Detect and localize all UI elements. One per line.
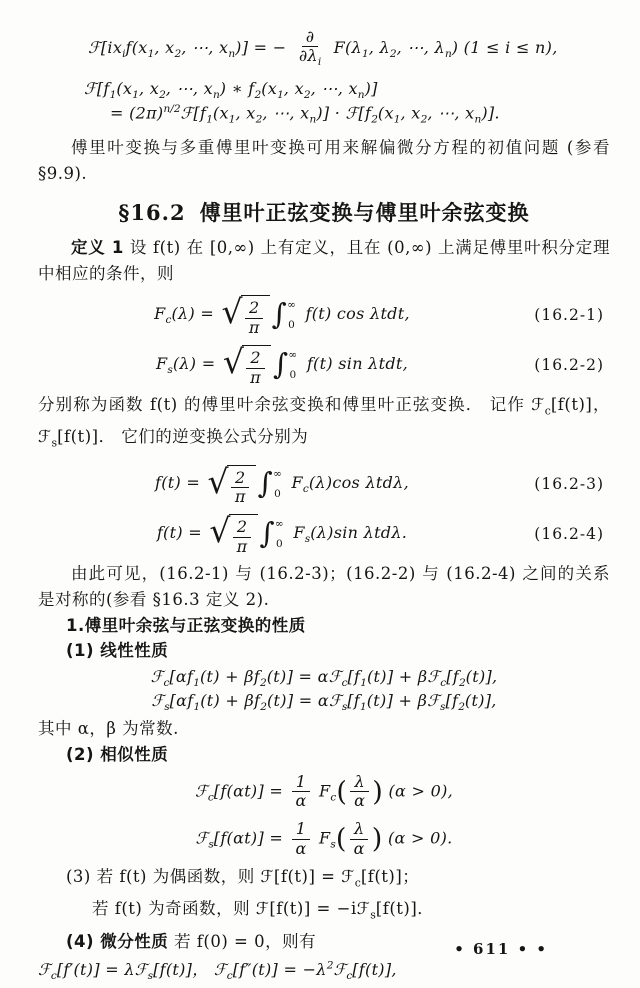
- convolution-formula-line-1: $ℱ[f_1(x_1$, $x_2$, ⋯, $x_n$) ∗ $f_2(x_1$, $x_2$, ⋯, $x_n$)]: [84, 78, 378, 101]
- equation-16-2-3: [38, 462, 610, 507]
- equation-16-2-1: [38, 292, 610, 337]
- definition-label: 定义 1: [71, 238, 124, 258]
- section-heading: [38, 197, 610, 227]
- linearity-label: (1) 线性性质: [66, 641, 169, 661]
- definition-text: 设 f(t) 在 [0,∞) 上有定义，且在 (0,∞) 上满足傅里叶积分定理中相应的条件，则: [38, 238, 610, 284]
- multidim-fourier-derivative-formula: $ℱ[ix_if(x_1$, $x_2$, ⋯, $x_n$)] = − $\frac{\partial}{\partial\lambda_i}$ $F(\lambda_1$, $\lambda_2$, ⋯, $\lambda_n$) (1 ≤ i ≤ n),: [88, 27, 558, 69]
- equation-16-2-4: [38, 511, 610, 556]
- derivative-equation: ℱ$_c$[f′(t)] = λℱ$_s$[f(t)]， ℱ$_c$[f″(t)] = $-\lambda^2ℱ_c[f(t)]$,: [38, 959, 397, 982]
- properties-title: 1.傅里叶余弦与正弦变换的性质: [66, 616, 306, 636]
- naming-paragraph: 分别称为函数 f(t) 的傅里叶余弦变换和傅里叶正弦变换． 记作 ℱ$_c$[f(t)]，ℱ$_s$[f(t)]． 它们的逆变换公式分别为: [38, 394, 610, 450]
- intro-paragraph: 傅里叶变换与多重傅里叶变换可用来解偏微分方程的初值问题 (参看 §9.9).: [38, 138, 610, 184]
- similarity-label: (2) 相似性质: [66, 744, 169, 764]
- convolution-formula-line-2: = $(2\pi)^{n/2}ℱ[f_1(x_1$, $x_2$, ⋯, $x_n$)] · $ℱ[f_2(x_1$, $x_2$, ⋯, $x_n$)].: [110, 102, 500, 126]
- equation-16-2-2-body: $F_s(\lambda)$ = √ $\frac{2}{\pi}$ ∫ ∞ 0 f(t) sin λtdt,: [155, 342, 409, 387]
- similarity-equation-sine: ℱ$_s$[f(αt)] = $\frac{1}{\alpha}$ $F_s$( $\frac{\lambda}{\alpha}$ ) (α > 0).: [195, 819, 453, 858]
- symmetry-paragraph: 由此可见，(16.2-1) 与 (16.2-3)；(16.2-2) 与 (16.2-4) 之间的关系是对称的(参看 §16.3 定义 2).: [38, 564, 610, 610]
- constants-note: 其中 α，β 为常数.: [38, 718, 179, 738]
- equation-16-2-1-body: $F_c(\lambda)$ = √ $\frac{2}{\pi}$ ∫ ∞ 0 f(t) cos λtdt,: [154, 292, 410, 337]
- definition-paragraph: [38, 235, 610, 287]
- equation-16-2-2-tag: (16.2-2): [534, 355, 604, 374]
- derivative-condition: 若 f(0) = 0，则有: [174, 931, 317, 951]
- parity-property-line-2: 若 f(t) 为奇函数，则 ℱ[f(t)] = −iℱ$_s$[f(t)]．: [92, 899, 435, 922]
- page-number: • 611 • •: [454, 940, 548, 958]
- section-title: 傅里叶正弦变换与傅里叶余弦变换: [199, 201, 530, 226]
- linearity-equation-sine: $ℱ_s[\alpha f_1(t) + \beta f_2(t)]$ = $\alpha ℱ_s[f_1(t)]$ + $\beta ℱ_s[f_2(t)]$,: [151, 691, 497, 714]
- equation-16-2-1-tag: (16.2-1): [534, 305, 604, 324]
- equation-16-2-3-body: f(t) = √ $\frac{2}{\pi}$ ∫ ∞ 0 $F_c(\lambda)\cos$ λtdλ,: [154, 461, 409, 506]
- similarity-equation-cosine: ℱ$_c$[f(αt)] = $\frac{1}{\alpha}$ $F_c$( $\frac{\lambda}{\alpha}$ ) (α > 0),: [194, 771, 454, 810]
- section-number: §16.2: [118, 200, 186, 226]
- linearity-equation-cosine: $ℱ_c[\alpha f_1(t) + \beta f_2(t)]$ = $\alpha ℱ_c[f_1(t)]$ + $\beta ℱ_c[f_2(t)]$,: [150, 667, 498, 690]
- equation-16-2-4-tag: (16.2-4): [534, 524, 604, 543]
- equation-16-2-3-tag: (16.2-3): [534, 474, 604, 493]
- equation-16-2-4-body: f(t) = √ $\frac{2}{\pi}$ ∫ ∞ 0 $F_s(\lambda)\sin$ λtdλ.: [156, 511, 408, 556]
- equation-16-2-2: [38, 342, 610, 387]
- derivative-label: (4) 微分性质: [66, 931, 169, 951]
- parity-property-line-1: (3) 若 f(t) 为偶函数，则 ℱ[f(t)] = ℱ$_c$[f(t)]；: [66, 867, 420, 890]
